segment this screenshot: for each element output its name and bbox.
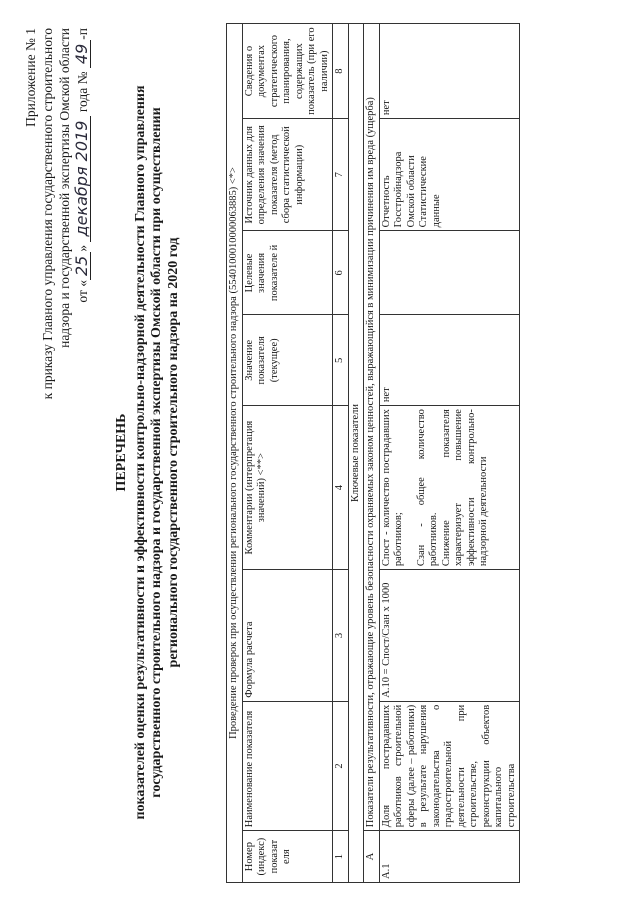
col-header-current: Значение показателя (текущее) [242,315,333,406]
date-month-year: декабря 2019 [73,116,91,242]
col-number: 2 [333,701,349,830]
date-prefix: от « [75,280,90,303]
col-number: 4 [333,406,349,570]
row-index: А.1 [379,831,520,883]
appendix-title: Приложение № 1 [23,28,38,127]
col-number: 7 [333,119,349,231]
col-number: 5 [333,315,349,406]
comment-part-2: Сзан - общее количество работников. [415,409,439,567]
heading-title: ПЕРЕЧЕНЬ [114,413,129,492]
col-header-source: Источник данных для определения значения показателя (метод сбора статистической информации) [242,119,333,231]
key-indicators-row [348,24,364,883]
row-formula: А.10 = Спост/Сзан х 1000 [379,570,520,702]
col-header-comment: Комментарии (интерпретация значений) <**> [242,406,333,570]
row-source: Отчетность Госстройнадзора Омской области Статистические данные [379,119,520,231]
col-header-formula: Формула расчета [242,570,333,702]
date-day: 25 [73,252,91,280]
table-row [379,24,520,883]
col-header-target: Целевые значения показателе й [242,231,333,315]
col-header-name: Наименование показателя [242,701,333,830]
section-title-row [227,24,243,883]
group-text: Показатели результативности, отражающие уровень безопасности охраняемых законом ценностей, выражающийся в минимизации причинения им вреда (ущерба) [364,24,380,831]
comment-part-1: Спост - количество пострадавших работников; [380,409,404,567]
row-name: Доля пострадавших работников строительной сферы (далее – работники) в результате нарушения законодательства о градостроительной деятельности при строительстве, реконструкции объектов капитального строительства [379,701,520,830]
group-index: А [364,831,380,883]
row-current: нет [379,315,520,406]
order-suffix: -п [75,28,90,40]
column-number-row [333,24,349,883]
date-quote: » [75,244,90,252]
order-number: 49 [73,40,91,68]
heading-line-3: регионального государственного строительного надзора на 2020 год [165,237,181,668]
group-row [364,24,380,883]
row-target [379,231,520,315]
appendix-block [22,28,91,448]
appendix-date-line [73,28,91,448]
appendix-line-2: к приказу Главного управления государственного строительного [40,28,55,400]
comment-part-3: Снижение показателя характеризует повышение эффективности контрольно-надзорной деятельности [440,409,489,567]
year-word: года № [75,71,90,113]
indicators-table [226,23,520,883]
col-header-index: Номер (индекс) показат еля [242,831,333,883]
key-indicators-label: Ключевые показатели [348,24,364,883]
heading-line-1: показателей оценки результативности и эффективности контрольно-надзорной деятельности Главного управления [132,85,148,820]
heading-line-2: государственного строительного надзора и государственной экспертизы Омской области при осуществлении [149,107,164,798]
section-title: Проведение проверок при осуществлении регионального государственного строительного надзора (5540100010000063885) <*> [227,24,243,883]
col-number: 3 [333,570,349,702]
col-header-docs: Сведения о документах стратегического планирования, содержащих показатель (при его наличии) [242,24,333,119]
col-number: 6 [333,231,349,315]
appendix-line-3: надзора и государственной экспертизы Омской области [57,28,72,348]
document-heading [114,40,182,865]
row-comment [379,406,520,570]
row-docs: нет [379,24,520,119]
col-number: 1 [333,831,349,883]
header-row [242,24,333,883]
col-number: 8 [333,24,349,119]
